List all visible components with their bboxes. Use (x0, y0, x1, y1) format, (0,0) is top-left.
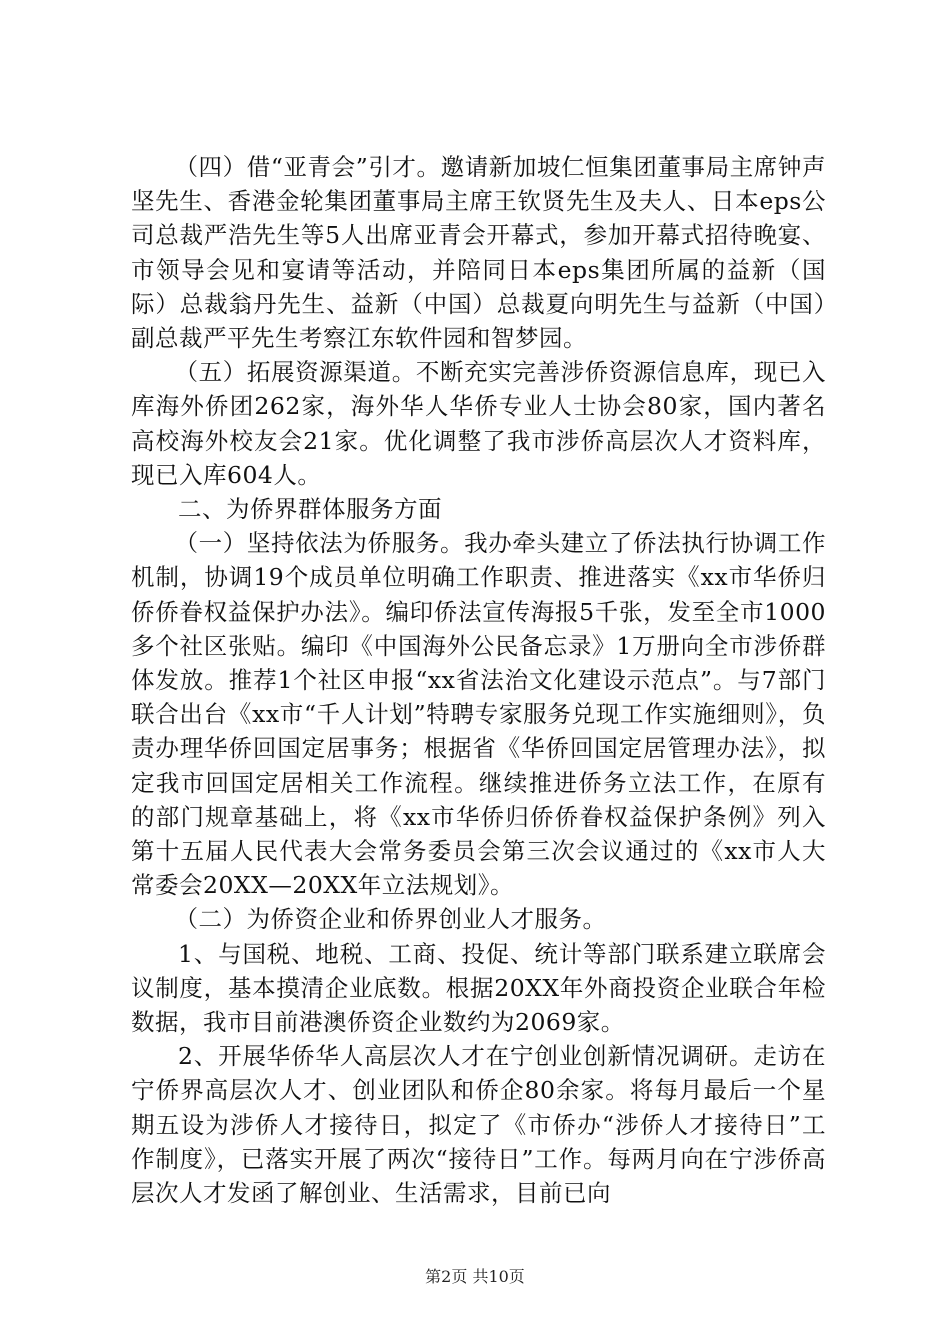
document-body (131, 150, 826, 1210)
paragraph-recruit-via-youth-games: （四）借“亚青会”引才。邀请新加坡仁恒集团董事局主席钟声坚先生、香港金轮集团董事局主席王钦贤先生及夫人、日本eps公司总裁严浩先生等5人出席亚青会开幕式，参加开幕式招待晚宴、市领导会见和宴请等活动，并陪同日本eps集团所属的益新（国际）总裁翁丹先生、益新（中国）总裁夏向明先生与益新（中国）副总裁严平先生考察江东软件园和智梦园。 (131, 153, 826, 353)
page-footer: 第2页 共10页 (425, 1267, 525, 1286)
paragraph-enterprise-service-heading: （二）为侨资企业和侨界创业人才服务。 (174, 905, 607, 934)
paragraph-talent-survey: 2、开展华侨华人高层次人才在宁创业创新情况调研。走访在宁侨界高层次人才、创业团队和侨企80余家。将每月最后一个星期五设为涉侨人才接待日，拟定了《市侨办“涉侨人才接待日”工作制度》，已落实开展了两次“接待日”工作。每两月向在宁涉侨高层次人才发函了解创业、生活需求，目前已向 (131, 1042, 826, 1208)
section-heading-service: 二、为侨界群体服务方面 (178, 495, 442, 524)
paragraph-expand-resource-channels: （五）拓展资源渠道。不断充实完善涉侨资源信息库，现已入库海外侨团262家，海外华人华侨专业人士协会80家，国内著名高校海外校友会21家。优化调整了我市涉侨高层次人才资料库，现已入库604人。 (131, 358, 826, 489)
paragraph-joint-meeting: 1、与国税、地税、工商、投促、统计等部门联系建立联席会议制度，基本摸清企业底数。根据20XX年外商投资企业联合年检数据，我市目前港澳侨资企业数约为2069家。 (131, 939, 826, 1037)
paragraph-lawful-service: （一）坚持依法为侨服务。我办牵头建立了侨法执行协调工作机制，协调19个成员单位明确工作职责、推进落实《xx市华侨归侨侨眷权益保护办法》。编印侨法宣传海报5千张，发至全市1000多个社区张贴。编印《中国海外公民备忘录》1万册向全市涉侨群体发放。推荐1个社区申报“xx省法治文化建设示范点”。与7部门联合出台《xx市“千人计划”特聘专家服务兑现工作实施细则》，负责办理华侨回国定居事务；根据省《华侨回国定居管理办法》，拟定我市回国定居相关工作流程。继续推进侨务立法工作，在原有的部门规章基础上，将《xx市华侨归侨侨眷权益保护条例》列入第十五届人民代表大会常务委员会第三次会议通过的《xx市人大常委会20XX—20XX年立法规划》。 (131, 529, 826, 900)
